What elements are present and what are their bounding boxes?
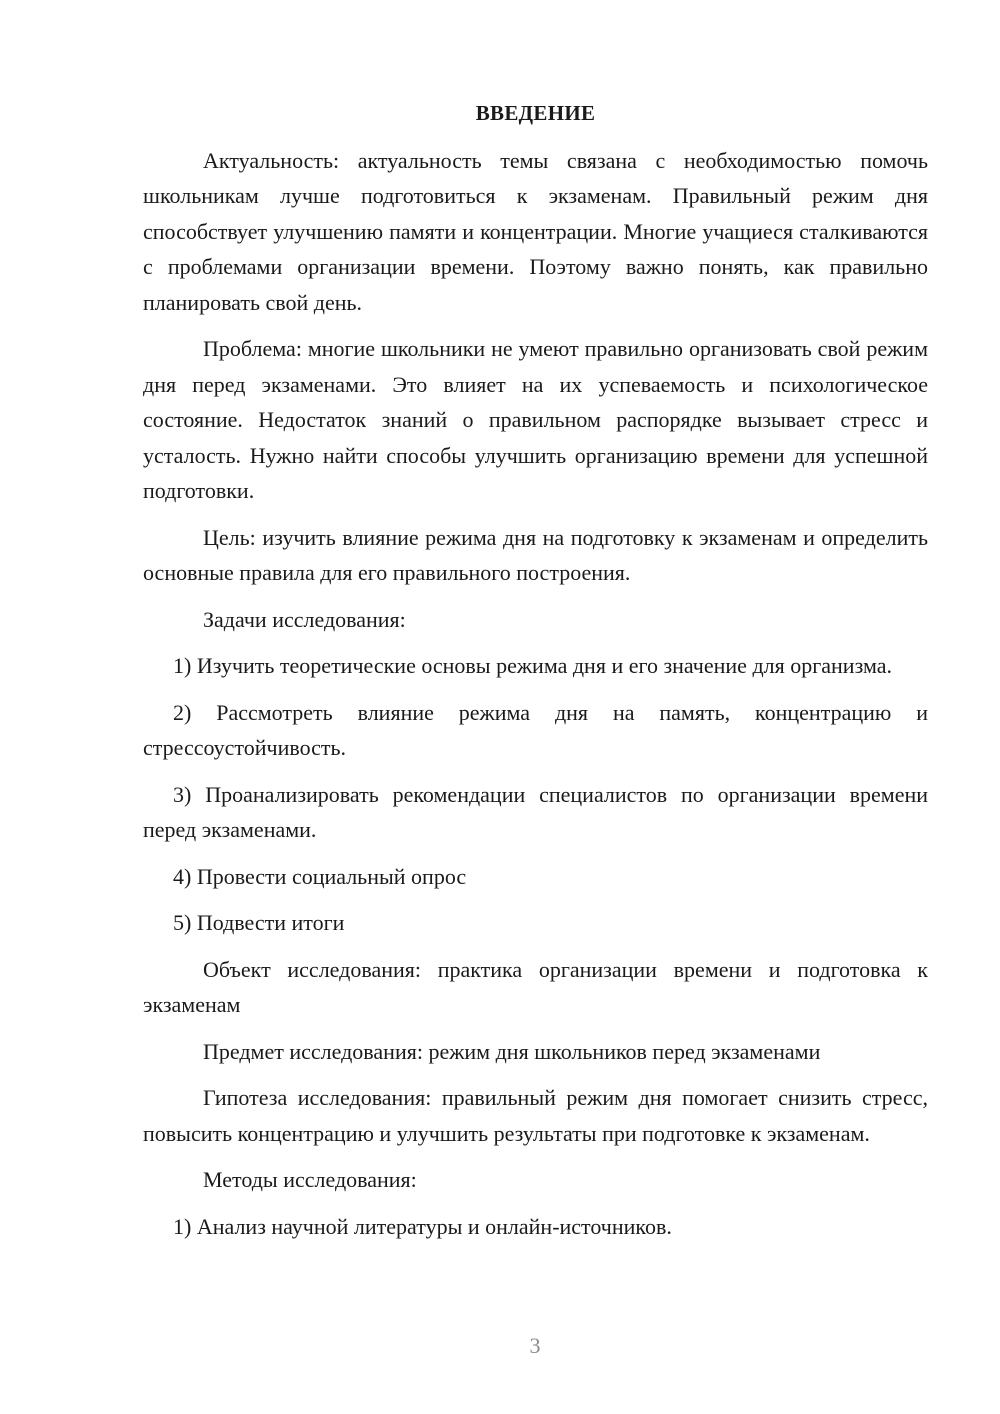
- paragraph-goal: Цель: изучить влияние режима дня на подготовку к экзаменам и определить основные правила для его правильного построения.: [143, 524, 928, 585]
- task-item: 3) Проанализировать рекомендации специалистов по организации времени перед экзаменами.: [143, 781, 928, 842]
- methods-heading: Методы исследования:: [203, 1167, 417, 1192]
- document-page: [143, 96, 928, 1255]
- task-item: 2) Рассмотреть влияние режима дня на память, концентрацию и стрессоустойчивость.: [143, 699, 928, 760]
- paragraph-hypothesis: Гипотеза исследования: правильный режим дня помогает снизить стресс, повысить концентрацию и улучшить результаты при подготовке к экзаменам.: [143, 1085, 928, 1146]
- section-title: ВВЕДЕНИЕ: [475, 101, 596, 125]
- tasks-heading: Задачи исследования:: [203, 606, 406, 632]
- paragraph-subject: Предмет исследования: режим дня школьников перед экзаменами: [203, 1038, 821, 1064]
- task-item: 4) Провести социальный опрос: [173, 863, 467, 889]
- paragraph-relevance: Актуальность: актуальность темы связана с необходимостью помочь школьникам лучше подготовиться к экзаменам. Правильный режим дня способствует улучшению памяти и концентрации. Многие учащиеся сталкиваются с проблемами организации времени. Поэтому важно понять, как правильно планировать свой день.: [143, 147, 928, 315]
- paragraph-object: Объект исследования: практика организации времени и подготовка к экзаменам: [143, 956, 928, 1017]
- paragraph-problem: Проблема: многие школьники не умеют правильно организовать свой режим дня перед экзаменами. Это влияет на их успеваемость и психологическое состояние. Недостаток знаний о правильном распорядке вызывает стресс и усталость. Нужно найти способы улучшить организацию времени для успешной подготовки.: [143, 336, 928, 503]
- task-item: 5) Подвести итоги: [173, 910, 345, 935]
- method-item: 1) Анализ научной литературы и онлайн-источников.: [173, 1213, 672, 1239]
- task-item: 1) Изучить теоретические основы режима дня и его значение для организма.: [173, 653, 892, 678]
- page-number: 3: [529, 1333, 541, 1358]
